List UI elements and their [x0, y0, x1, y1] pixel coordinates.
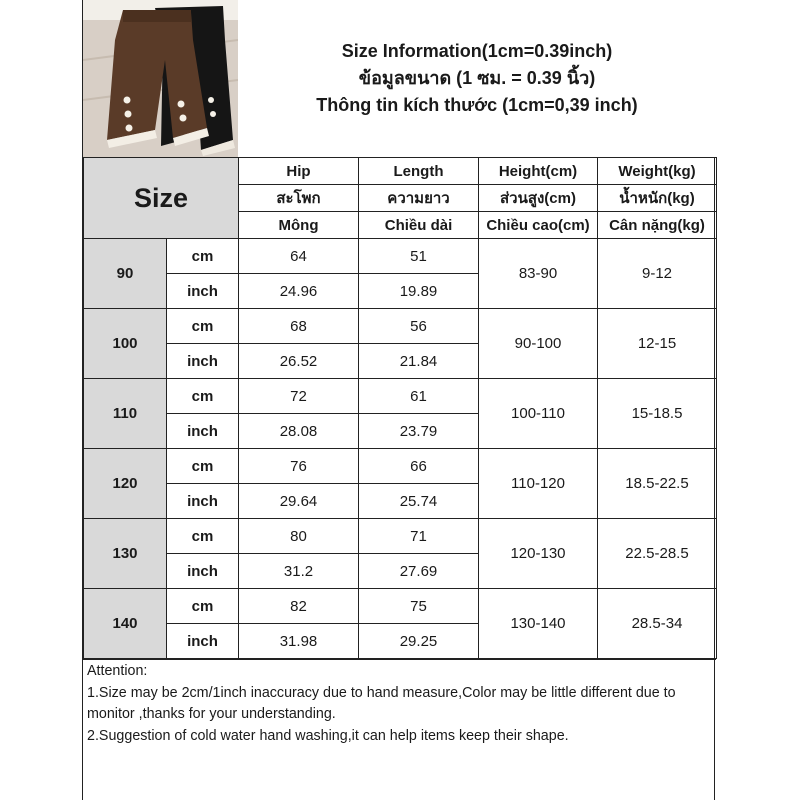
length-cm: 66	[359, 449, 479, 484]
hip-cm: 82	[239, 589, 359, 624]
length-inch: 27.69	[359, 554, 479, 589]
length-cm: 56	[359, 309, 479, 344]
height-range: 110-120	[479, 449, 598, 519]
weight-range: 22.5-28.5	[598, 519, 717, 589]
unit-inch: inch	[167, 624, 239, 659]
hip-inch: 26.52	[239, 344, 359, 379]
flared-pants-icon	[83, 0, 238, 157]
unit-inch: inch	[167, 554, 239, 589]
size-value: 110	[84, 379, 167, 449]
table-row-cm	[84, 449, 717, 484]
weight-range: 12-15	[598, 309, 717, 379]
table-row-cm	[84, 309, 717, 344]
weight-range: 18.5-22.5	[598, 449, 717, 519]
length-header-en: Length	[359, 158, 479, 185]
unit-inch: inch	[167, 344, 239, 379]
hip-cm: 80	[239, 519, 359, 554]
attention-note-1: 1.Size may be 2cm/1inch inaccuracy due to hand measure,Color may be little different due to monitor ,thanks for your understanding.	[87, 684, 676, 722]
product-photo	[83, 0, 238, 157]
hip-header-th: สะโพก	[239, 185, 359, 212]
size-table	[83, 157, 717, 659]
length-header-vi: Chiều dài	[359, 212, 479, 239]
length-cm: 51	[359, 239, 479, 274]
weight-header-vi: Cân nặng(kg)	[598, 212, 717, 239]
weight-range: 9-12	[598, 239, 717, 309]
hip-cm: 72	[239, 379, 359, 414]
size-value: 130	[84, 519, 167, 589]
length-inch: 23.79	[359, 414, 479, 449]
height-header-vi: Chiều cao(cm)	[479, 212, 598, 239]
weight-header-th: น้ำหนัก(kg)	[598, 185, 717, 212]
hip-inch: 31.98	[239, 624, 359, 659]
hip-inch: 24.96	[239, 274, 359, 309]
unit-cm: cm	[167, 309, 239, 344]
weight-range: 28.5-34	[598, 589, 717, 659]
size-chart	[82, 0, 715, 800]
attention-notes	[83, 659, 716, 800]
size-value: 140	[84, 589, 167, 659]
table-row-cm	[84, 239, 717, 274]
unit-cm: cm	[167, 379, 239, 414]
height-range: 120-130	[479, 519, 598, 589]
hip-header-en: Hip	[239, 158, 359, 185]
hip-inch: 28.08	[239, 414, 359, 449]
length-inch: 29.25	[359, 624, 479, 659]
size-column-header: Size	[84, 158, 239, 239]
unit-inch: inch	[167, 414, 239, 449]
length-cm: 71	[359, 519, 479, 554]
length-inch: 19.89	[359, 274, 479, 309]
header-english: Size Information(1cm=0.39inch)	[341, 41, 613, 61]
size-value: 100	[84, 309, 167, 379]
height-range: 130-140	[479, 589, 598, 659]
height-range: 100-110	[479, 379, 598, 449]
unit-cm: cm	[167, 449, 239, 484]
attention-title: Attention:	[87, 663, 148, 679]
length-inch: 21.84	[359, 344, 479, 379]
table-row-cm	[84, 589, 717, 624]
hip-cm: 76	[239, 449, 359, 484]
header-thai: ข้อมูลขนาด (1 ซม. = 0.39 นิ้ว)	[358, 68, 596, 88]
unit-inch: inch	[167, 274, 239, 309]
length-inch: 25.74	[359, 484, 479, 519]
header-vietnamese: Thông tin kích thước (1cm=0,39 inch)	[316, 95, 638, 115]
unit-cm: cm	[167, 519, 239, 554]
length-cm: 61	[359, 379, 479, 414]
weight-range: 15-18.5	[598, 379, 717, 449]
height-range: 90-100	[479, 309, 598, 379]
size-information-header	[238, 0, 716, 157]
size-value: 90	[84, 239, 167, 309]
unit-cm: cm	[167, 589, 239, 624]
unit-cm: cm	[167, 239, 239, 274]
weight-header-en: Weight(kg)	[598, 158, 717, 185]
hip-cm: 64	[239, 239, 359, 274]
height-header-th: ส่วนสูง(cm)	[479, 185, 598, 212]
hip-cm: 68	[239, 309, 359, 344]
size-value: 120	[84, 449, 167, 519]
height-range: 83-90	[479, 239, 598, 309]
height-header-en: Height(cm)	[479, 158, 598, 185]
header-row-en	[84, 158, 717, 185]
length-cm: 75	[359, 589, 479, 624]
hip-header-vi: Mông	[239, 212, 359, 239]
table-row-cm	[84, 519, 717, 554]
hip-inch: 29.64	[239, 484, 359, 519]
length-header-th: ความยาว	[359, 185, 479, 212]
unit-inch: inch	[167, 484, 239, 519]
hip-inch: 31.2	[239, 554, 359, 589]
table-row-cm	[84, 379, 717, 414]
attention-note-2: 2.Suggestion of cold water hand washing,it can help items keep their shape.	[87, 727, 569, 744]
